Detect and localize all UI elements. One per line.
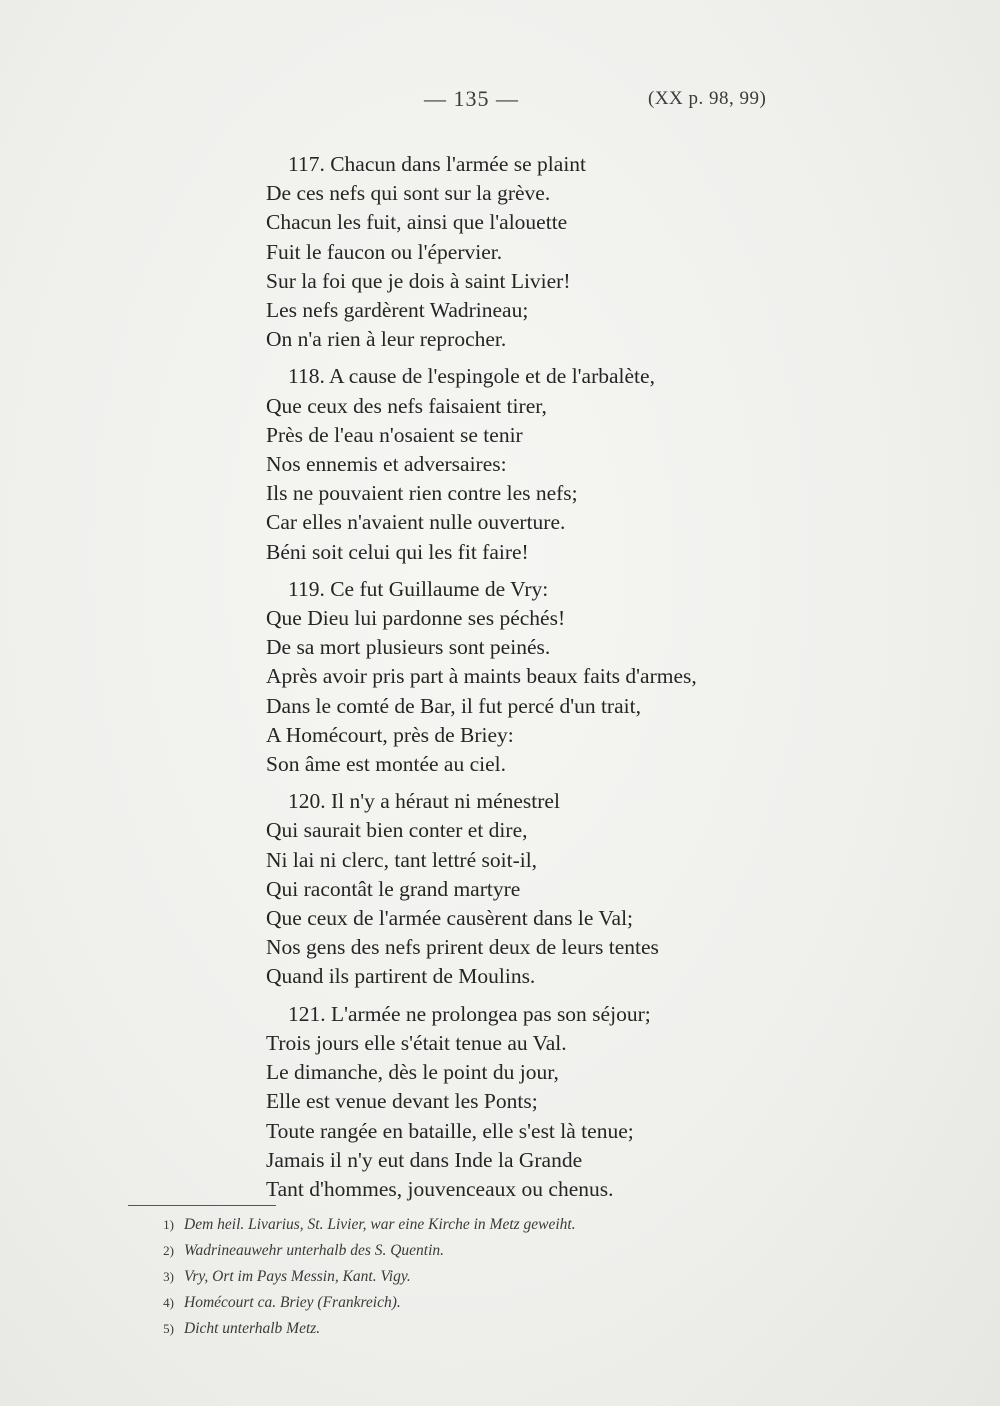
verse-line: Chacun les fuit, ainsi que l'alouette xyxy=(266,210,568,235)
verse-line: Ni lai ni clerc, tant lettré soit-il, xyxy=(266,847,538,872)
verse-line: Qui saurait bien conter et dire, xyxy=(266,818,528,843)
verse-line: Ils ne pouvaient rien contre les nefs; xyxy=(266,481,578,506)
verse-line: Après avoir pris part à maints beaux faits d'armes, xyxy=(266,664,697,689)
verse-line: Dans le comté de Bar, il fut percé d'un trait, xyxy=(266,693,641,718)
footnote-text: Dicht unterhalb Metz. xyxy=(184,1320,321,1337)
verse-line: Que ceux des nefs faisaient tirer, xyxy=(266,393,547,418)
verse-line: 120. Il n'y a héraut ni ménestrel xyxy=(288,789,560,814)
footnote-text: Dem heil. Livarius, St. Livier, war eine Kirche in Metz geweiht. xyxy=(184,1216,576,1233)
verse-line: On n'a rien à leur reprocher. xyxy=(266,327,507,352)
verse-line: De ces nefs qui sont sur la grève. xyxy=(266,181,551,206)
verse-line: Quand ils partirent de Moulins. xyxy=(266,964,536,989)
verse-line: Que ceux de l'armée causèrent dans le Val; xyxy=(266,906,634,931)
footnote-divider xyxy=(128,1205,276,1206)
footnote xyxy=(128,1212,888,1238)
verse-line: Toute rangée en bataille, elle s'est là tenue; xyxy=(266,1118,634,1143)
stanza xyxy=(266,362,806,566)
verse-line: Tant d'hommes, jouvenceaux ou chenus. xyxy=(266,1176,614,1201)
verse-line: Le dimanche, dès le point du jour, xyxy=(266,1060,559,1085)
verse-line: Son âme est montée au ciel. xyxy=(266,752,507,777)
stanza xyxy=(266,575,806,779)
verse-line: De sa mort plusieurs sont peinés. xyxy=(266,635,551,660)
footnote-text: Homécourt ca. Briey (Frankreich). xyxy=(184,1294,401,1311)
footnote-number: 4) xyxy=(163,1295,174,1310)
footnote-text: Wadrineauwehr unterhalb des S. Quentin. xyxy=(184,1242,445,1259)
verse-line: A Homécourt, près de Briey: xyxy=(266,722,514,747)
header-reference: (XX p. 98, 99) xyxy=(648,88,767,109)
stanza xyxy=(266,150,806,354)
footnote-number: 1) xyxy=(163,1217,174,1232)
verse-line: Fuit le faucon ou l'épervier. xyxy=(266,239,503,264)
footnote-number: 3) xyxy=(163,1269,174,1284)
footnote xyxy=(128,1264,888,1290)
page-header xyxy=(0,86,1000,116)
verse-line: Sur la foi que je dois à saint Livier! xyxy=(266,268,571,293)
verse-line: 121. L'armée ne prolongea pas son séjour; xyxy=(288,1001,651,1026)
verse-line: Béni soit celui qui les fit faire! xyxy=(266,539,529,564)
verse-line: Qui racontât le grand martyre xyxy=(266,876,521,901)
verse-line: Jamais il n'y eut dans Inde la Grande xyxy=(266,1147,583,1172)
verse-line: Nos gens des nefs prirent deux de leurs tentes xyxy=(266,935,659,960)
verse-line: Nos ennemis et adversaires: xyxy=(266,452,507,477)
page-number: — 135 — xyxy=(424,86,519,111)
verse-line: Que Dieu lui pardonne ses péchés! xyxy=(266,606,566,631)
verse-line: Trois jours elle s'était tenue au Val. xyxy=(266,1030,567,1055)
verse-line: Elle est venue devant les Ponts; xyxy=(266,1089,538,1114)
footnote xyxy=(128,1290,888,1316)
stanza xyxy=(266,787,806,991)
footnote-number: 2) xyxy=(163,1243,174,1258)
footnote xyxy=(128,1238,888,1264)
verse-line: 117. Chacun dans l'armée se plaint xyxy=(288,152,587,176)
verse-line: Près de l'eau n'osaient se tenir xyxy=(266,422,523,447)
verse-line: 118. A cause de l'espingole et de l'arbalète, xyxy=(288,364,655,389)
footnote-text: Vry, Ort im Pays Messin, Kant. Vigy. xyxy=(184,1268,411,1285)
footnotes xyxy=(128,1205,888,1342)
verse-line: 119. Ce fut Guillaume de Vry: xyxy=(288,576,549,601)
verse-line: Les nefs gardèrent Wadrineau; xyxy=(266,298,529,323)
poem-body xyxy=(266,150,806,1212)
stanza xyxy=(266,1000,806,1204)
footnote-number: 5) xyxy=(163,1321,174,1336)
verse-line: Car elles n'avaient nulle ouverture. xyxy=(266,510,566,535)
footnote xyxy=(128,1316,888,1342)
